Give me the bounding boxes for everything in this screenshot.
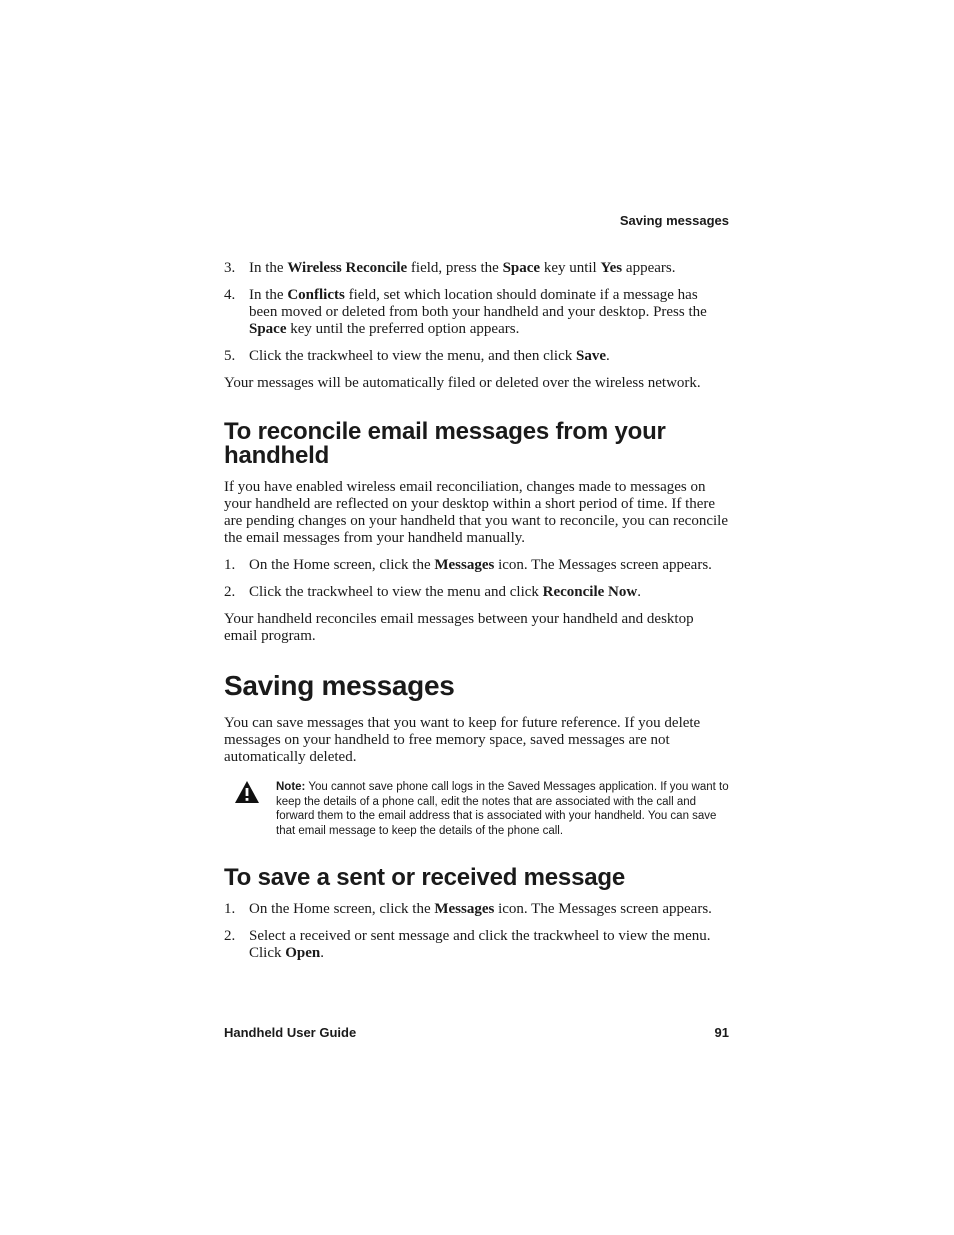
section-heading-reconcile: To reconcile email messages from your handheld	[224, 418, 666, 469]
step-number: 4.	[224, 287, 236, 303]
step-4: 4. In the Conflicts field, set which location should dominate if a message has been moved or deleted from both your handheld and your desktop. Press the Space key until the preferred option appears.	[224, 287, 707, 337]
step-number: 1.	[224, 901, 236, 917]
step-5: 5. Click the trackwheel to view the menu, and then click Save.	[224, 348, 610, 364]
key-name: Space	[249, 321, 287, 337]
save-step-2: 2. Select a received or sent message and click the trackwheel to view the menu. Click Open.	[224, 928, 711, 961]
note-text: Note: You cannot save phone call logs in the Saved Messages application. If you want to keep the details of a phone call, edit the notes that are associated with the call and forward them to the email address that is associated with your handheld. You can save that email message to keep the details of the phone call.	[276, 781, 729, 837]
icon-name: Messages	[434, 901, 495, 917]
note-label: Note:	[276, 781, 306, 793]
icon-name: Messages	[434, 557, 495, 573]
step-number: 1.	[224, 557, 236, 573]
reconcile-result: Your handheld reconciles email messages between your handheld and desktop email program.	[224, 611, 694, 644]
step-number: 2.	[224, 584, 236, 600]
guide-title: Handheld User Guide	[224, 1025, 357, 1040]
menu-item-name: Reconcile Now	[542, 584, 638, 600]
menu-item-name: Save	[575, 348, 606, 364]
saving-intro: You can save messages that you want to keep for future reference. If you delete messages on your handheld to free memory space, saved messages are not automatically deleted.	[224, 715, 701, 765]
result-paragraph: Your messages will be automatically filed or deleted over the wireless network.	[224, 375, 701, 391]
reconcile-step-1: 1. On the Home screen, click the Messages icon. The Messages screen appears.	[224, 557, 712, 573]
step-number: 3.	[224, 260, 236, 276]
running-header: Saving messages	[619, 213, 729, 228]
section-heading-save-sent: To save a sent or received message	[224, 864, 625, 891]
option-value: Yes	[600, 260, 623, 276]
step-number: 2.	[224, 928, 236, 944]
step-3: 3. In the Wireless Reconcile field, press the Space key until Yes appears.	[224, 260, 676, 276]
section-heading-saving: Saving messages	[224, 670, 455, 701]
field-name: Wireless Reconcile	[287, 260, 408, 276]
step-number: 5.	[224, 348, 236, 364]
page-content	[224, 260, 729, 972]
save-step-1: 1. On the Home screen, click the Messages icon. The Messages screen appears.	[224, 901, 712, 917]
field-name: Conflicts	[287, 287, 345, 303]
reconcile-step-2: 2. Click the trackwheel to view the menu and click Reconcile Now.	[224, 584, 641, 600]
note-box	[224, 780, 729, 838]
key-name: Space	[502, 260, 541, 276]
page-number: 91	[714, 1025, 729, 1040]
reconcile-intro: If you have enabled wireless email reconciliation, changes made to messages on your handheld are reflected on your desktop within a short period of time. If there are pending changes on your handheld that you want to reconcile, you can reconcile the email messages from your handheld manually.	[224, 479, 728, 546]
warning-icon	[234, 780, 260, 804]
menu-item-name: Open	[285, 945, 321, 961]
